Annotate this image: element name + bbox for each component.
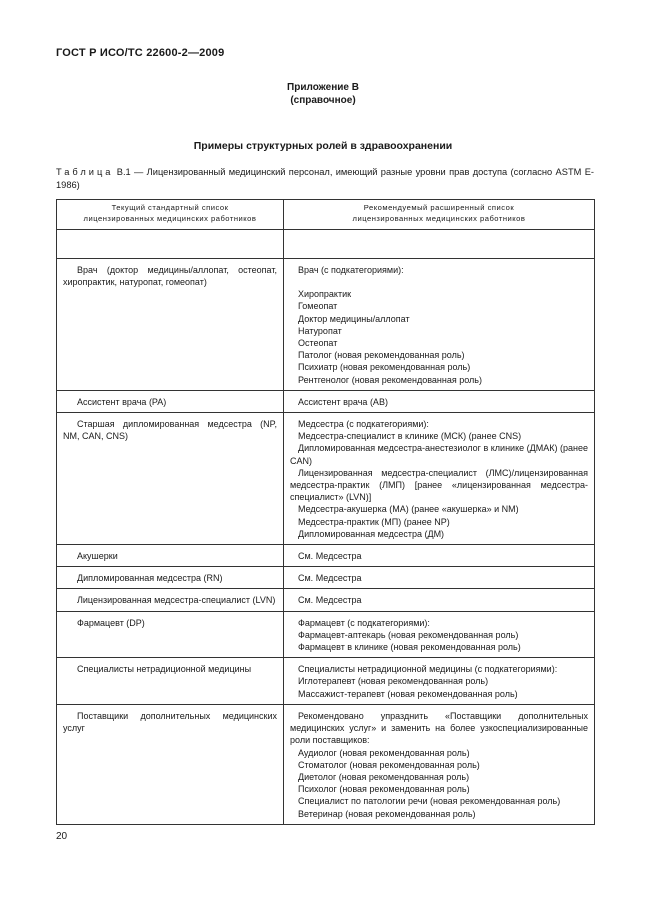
table-caption-label: Таблица (56, 167, 114, 177)
role-line: Фармацевт в клинике (новая рекомендованная роль) (298, 642, 521, 653)
recommended-role-cell (284, 390, 595, 412)
table-row (57, 658, 595, 705)
recommended-role-cell (284, 589, 595, 611)
role-line: Иглотерапевт (новая рекомендованная роль) (298, 676, 489, 687)
role-line: Медсестра (с подкатегориями): (298, 419, 429, 430)
recommended-role-cell (284, 704, 595, 824)
role-line: Диетолог (новая рекомендованная роль) (298, 771, 470, 782)
table-caption (56, 166, 594, 192)
table-row (57, 545, 595, 567)
role-line: Специалисты нетрадиционной медицины (с подкатегориями): (298, 664, 558, 675)
recommended-role-cell (284, 611, 595, 658)
role-line: Доктор медицины/аллопат (298, 313, 410, 324)
role-line: Дипломированная медсестра-анестезиолог в клинике (ДМАК) (ранее CAN) (290, 443, 588, 466)
role-line (290, 276, 588, 288)
role-line: Ветеринар (новая рекомендованная роль) (298, 808, 476, 819)
role-line: Гомеопат (298, 301, 338, 312)
page-number: 20 (56, 831, 68, 842)
table-row (57, 390, 595, 412)
role-line: Патолог (новая рекомендованная роль) (298, 350, 465, 361)
role-line: Психолог (новая рекомендованная роль) (298, 784, 470, 795)
role-line: См. Медсестра (298, 573, 362, 584)
table-header-row (57, 200, 595, 230)
role-line: Дипломированная медсестра (ДМ) (298, 528, 445, 539)
role-line: Фармацевт-аптекарь (новая рекомендованная роль) (298, 629, 519, 640)
role-line: Аудиолог (новая рекомендованная роль) (298, 747, 470, 758)
header-line: лицензированных медицинских работников (83, 213, 257, 223)
role-line: Массажист-терапевт (новая рекомендованная роль) (298, 688, 518, 699)
role-line: Медсестра-акушерка (МА) (ранее «акушерка» и NM) (298, 504, 519, 515)
current-role-cell: Лицензированная медсестра-специалист (LVN) (57, 589, 284, 611)
role-line: Медсестра-специалист в клинике (МСК) (ранее CNS) (298, 431, 522, 442)
annex-status: (справочное) (290, 95, 356, 106)
role-line: Врач (с подкатегориями): (298, 265, 404, 275)
current-role-cell: Акушерки (57, 545, 284, 567)
role-line: Стоматолог (новая рекомендованная роль) (298, 759, 480, 770)
table-row (57, 567, 595, 589)
current-role-cell: Поставщики дополнительных медицинских услуг (57, 704, 284, 824)
table-caption-text: В.1 — Лицензированный медицинский персонал, имеющий разные уровни прав доступа (согласно ASTM E-1986) (56, 167, 594, 190)
role-line: См. Медсестра (298, 595, 362, 606)
current-role-cell: Старшая дипломированная медсестра (NP, NM, CAN, CNS) (57, 413, 284, 545)
table-row (57, 589, 595, 611)
table-row (57, 704, 595, 824)
current-role-cell: Специалисты нетрадиционной медицины (57, 658, 284, 705)
role-line: Остеопат (298, 338, 338, 349)
current-role-cell: Дипломированная медсестра (RN) (57, 567, 284, 589)
header-line: Рекомендуемый расширенный список (363, 203, 515, 212)
role-line: Хиропрактик (298, 289, 352, 300)
role-line: См. Медсестра (298, 551, 362, 562)
section-heading: Примеры структурных ролей в здравоохранении (193, 140, 453, 152)
current-role-cell: Фармацевт (DP) (57, 611, 284, 658)
table-row (57, 259, 595, 391)
table-row (57, 611, 595, 658)
current-role-cell: Врач (доктор медицины/аллопат, остеопат, хиропрактик, натуропат, гомеопат) (57, 259, 284, 391)
role-line: Медсестра-практик (МП) (ранее NP) (298, 516, 450, 527)
table-row (57, 413, 595, 545)
header-line: лицензированных медицинских работников (352, 213, 526, 223)
role-line: Лицензированная медсестра-специалист (ЛМС)/лицензированная медсестра-практик (ЛМП) [ранее «лицензированная медсестра-специалист» (LVN)] (290, 467, 588, 503)
role-line: Рекомендовано упразднить «Поставщики дополнительных медицинских услуг» и заменить на более узкоспециализированные роли поставщиков: (290, 710, 588, 746)
role-line: Натуропат (298, 325, 342, 336)
role-line: Ассистент врача (АВ) (298, 396, 388, 407)
role-line: Рентгенолог (новая рекомендованная роль) (298, 374, 482, 385)
recommended-role-cell (284, 413, 595, 545)
current-role-cell: Ассистент врача (PA) (57, 390, 284, 412)
header-recommended-list (284, 200, 595, 230)
role-line: Психиатр (новая рекомендованная роль) (298, 362, 471, 373)
table-body (57, 259, 595, 825)
annex-title: Приложение В (287, 82, 359, 93)
role-line: Специалист по патологии речи (новая рекомендованная роль) (298, 796, 561, 807)
standard-header: ГОСТ Р ИСО/ТС 22600-2—2009 (56, 47, 225, 59)
recommended-role-cell (284, 567, 595, 589)
header-line: Текущий стандартный список (111, 203, 229, 212)
header-spacer-row (57, 230, 595, 259)
recommended-role-cell (284, 658, 595, 705)
roles-table (56, 199, 595, 825)
recommended-role-cell (284, 545, 595, 567)
header-current-list (57, 200, 284, 230)
recommended-role-cell (284, 259, 595, 391)
role-line: Фармацевт (с подкатегориями): (298, 617, 430, 628)
